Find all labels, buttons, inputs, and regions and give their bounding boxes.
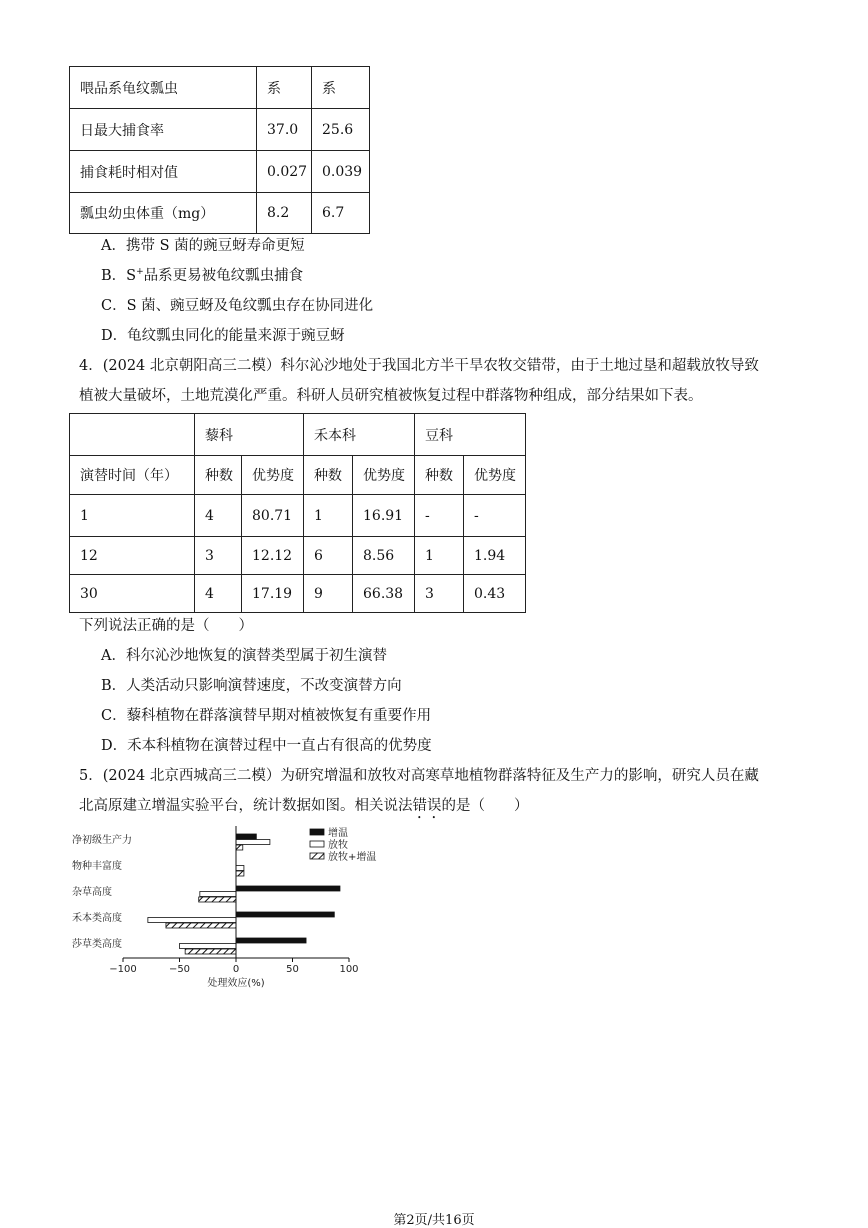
bar-增温	[236, 912, 334, 917]
bar-放牧	[200, 892, 236, 897]
q5-line2-post: 的是（ ）	[441, 798, 529, 814]
table-cell: 30	[70, 575, 195, 613]
bar-放牧	[180, 944, 237, 949]
legend-swatch	[310, 841, 324, 847]
table-cell: -	[415, 495, 464, 537]
bar-增温	[236, 938, 306, 943]
category-label: 物种丰富度	[72, 861, 122, 872]
q4-option-d: D．禾本科植物在演替过程中一直占有很高的优势度	[101, 738, 432, 754]
q5-line2	[79, 791, 799, 822]
table-cell: 12.12	[242, 537, 304, 575]
q5-line2-pre: 北高原建立增温实验平台，统计数据如图。相关说法	[79, 798, 413, 814]
bar-增温	[236, 834, 256, 839]
q4-option-c: C．藜科植物在群落演替早期对植被恢复有重要作用	[101, 708, 432, 724]
q4-line2: 植被大量破坏，土地荒漠化严重。科研人员研究植被恢复过程中群落物种组成，部分结果如下表。	[79, 388, 703, 404]
table-cell: 种数	[304, 456, 353, 495]
table-cell: 1	[304, 495, 353, 537]
table-cell: 9	[304, 575, 353, 613]
table-cell: 37.0	[257, 109, 312, 151]
table-cell: 演替时间（年）	[70, 456, 195, 495]
x-tick-label: −50	[168, 964, 191, 975]
table-cell: 8.56	[353, 537, 415, 575]
x-tick-label: 50	[286, 964, 299, 975]
table-cell: 66.38	[353, 575, 415, 613]
x-tick-label: −100	[109, 964, 137, 975]
table-cell: 4	[195, 575, 242, 613]
table-cell: 1	[415, 537, 464, 575]
category-label: 净初级生产力	[72, 835, 132, 846]
legend-label: 放牧+增温	[328, 852, 377, 863]
q5-line2-emphasis: 错误	[412, 798, 442, 814]
q3-option-b-sup: +	[136, 267, 144, 278]
table-cell: 喂品系龟纹瓢虫	[70, 67, 257, 109]
category-label: 禾本类高度	[72, 913, 122, 924]
table-cell: 12	[70, 537, 195, 575]
bar-放牧	[236, 840, 270, 845]
legend-label: 放牧	[328, 840, 348, 851]
treatment-effect-chart	[70, 824, 390, 990]
table-cell: 0.039	[312, 151, 370, 193]
page-footer: 第2页/共16页	[393, 1213, 475, 1228]
bar-放牧+增温	[236, 871, 244, 876]
table-cell: 优势度	[353, 456, 415, 495]
table-header-chenopodiaceae: 藜科	[195, 414, 304, 456]
table-cell: 16.91	[353, 495, 415, 537]
bar-放牧	[236, 866, 244, 871]
table-cell: 80.71	[242, 495, 304, 537]
table-cell: 1	[70, 495, 195, 537]
q3-option-b	[101, 264, 303, 285]
table-cell: 3	[415, 575, 464, 613]
q4-option-b: B．人类活动只影响演替速度，不改变演替方向	[101, 678, 402, 694]
q5-stem	[79, 761, 799, 822]
table-cell: 种数	[415, 456, 464, 495]
table-cell: 优势度	[464, 456, 526, 495]
table-cell: 17.19	[242, 575, 304, 613]
table-cell: 6	[304, 537, 353, 575]
x-tick-label: 100	[339, 964, 359, 975]
table-cell: 优势度	[242, 456, 304, 495]
x-tick-label: 0	[232, 964, 240, 975]
table-cell: 4	[195, 495, 242, 537]
q3-option-c: C．S 菌、豌豆蚜及龟纹瓢虫存在协同进化	[101, 298, 374, 314]
table-cell: 0.027	[257, 151, 312, 193]
q4-stem	[79, 351, 799, 411]
table-cell: 系	[257, 67, 312, 109]
q4-option-a: A．科尔沁沙地恢复的演替类型属于初生演替	[101, 648, 387, 664]
table-cell: 系	[312, 67, 370, 109]
bar-放牧+增温	[236, 845, 243, 850]
table-cell: 种数	[195, 456, 242, 495]
table-cell: 3	[195, 537, 242, 575]
bar-增温	[236, 886, 340, 891]
bar-放牧	[148, 918, 236, 923]
x-axis-label: 处理效应(%)	[207, 978, 265, 989]
table-header-leguminosae: 豆科	[415, 414, 526, 456]
table-cell: 捕食耗时相对值	[70, 151, 257, 193]
legend-label: 增温	[328, 828, 348, 839]
bar-放牧+增温	[199, 897, 236, 902]
table-cell: 0.43	[464, 575, 526, 613]
legend-swatch	[310, 853, 324, 859]
q4-question: 下列说法正确的是（ ）	[79, 618, 253, 634]
table-header-gramineae: 禾本科	[304, 414, 415, 456]
q3-option-a: A．携带 S 菌的豌豆蚜寿命更短	[101, 238, 305, 254]
q3-option-b-pre: B．S	[101, 268, 137, 284]
table-succession	[69, 413, 526, 613]
q3-option-b-post: 品系更易被龟纹瓢虫捕食	[143, 268, 304, 284]
table-cell: 25.6	[312, 109, 370, 151]
table-cell: 8.2	[257, 193, 312, 234]
q3-option-d: D．龟纹瓢虫同化的能量来源于豌豆蚜	[101, 328, 345, 344]
bar-放牧+增温	[185, 949, 236, 954]
table-cell: 瓢虫幼虫体重（mg）	[70, 193, 257, 234]
table-cell: 1.94	[464, 537, 526, 575]
table-cell	[70, 414, 195, 456]
q5-line1: 5．(2024 北京西城高三二模）为研究增温和放牧对高寒草地植物群落特征及生产力的影响，研究人员在藏	[79, 768, 759, 784]
table-cell: 6.7	[312, 193, 370, 234]
category-label: 杂草高度	[72, 887, 112, 898]
legend-swatch	[310, 829, 324, 835]
q4-line1: 4．(2024 北京朝阳高三二模）科尔沁沙地处于我国北方半干旱农牧交错带，由于土地过垦和超载放牧导致	[79, 358, 759, 374]
table-predation	[69, 66, 370, 234]
table-cell: 日最大捕食率	[70, 109, 257, 151]
category-label: 莎草类高度	[72, 939, 122, 950]
table-cell: -	[464, 495, 526, 537]
bar-放牧+增温	[166, 923, 236, 928]
